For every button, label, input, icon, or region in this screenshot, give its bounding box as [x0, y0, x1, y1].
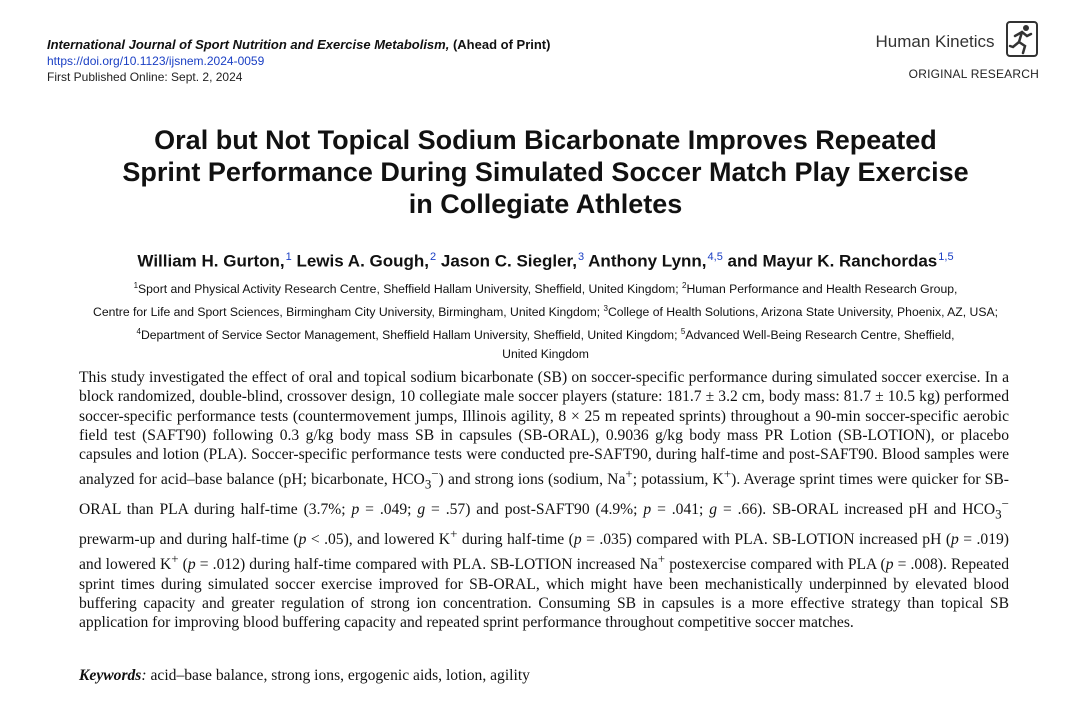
author-name: and Mayur K. Ranchordas [727, 251, 938, 271]
author-name: William H. Gurton, [137, 251, 285, 271]
subscript: 3 [995, 506, 1002, 522]
stat-symbol: p [351, 501, 360, 519]
stat-symbol: g [709, 501, 718, 519]
affiliation-number: 2 [681, 281, 687, 290]
keywords-label: Keywords [79, 667, 142, 684]
superscript: + [171, 551, 179, 567]
abstract-text: = .66). SB-ORAL increased pH and HCO [717, 501, 996, 519]
doi-link[interactable]: https://doi.org/10.1123/ijsnem.2024-0059 [47, 54, 265, 68]
subscript: 3 [424, 476, 432, 492]
abstract-text: = .041; [651, 501, 710, 519]
affiliation-text: United Kingdom [502, 347, 589, 362]
affiliation-text: Advanced Well-Being Research Centre, Sheffield, [685, 328, 955, 343]
journal-name: International Journal of Sport Nutrition and Exercise Metabolism, [47, 37, 450, 52]
publisher-name: Human Kinetics [875, 31, 995, 51]
stat-symbol: p [643, 501, 652, 519]
abstract-text: during half-time ( [457, 530, 574, 548]
journal-status: (Ahead of Print) [452, 37, 551, 52]
abstract-text: ). Average sprint times were quicker for SB-ORAL than PLA during half-time (3.7%; [79, 471, 1009, 519]
affiliation-marker[interactable]: 2 [430, 251, 437, 263]
affiliation-text: Centre for Life and Sport Sciences, Birmingham City University, Birmingham, United Kingdom; [93, 305, 601, 320]
stat-symbol: p [951, 530, 959, 548]
abstract-text: = .008). Repeated sprint times during simulated soccer exercise improved for SB-ORAL, which might have been mechanistically underpinned by elevated blood buffering capacity and greater regulation of strong ion concentration. Consuming SB in capsules is a more effective strategy than topical SB application for improving blood buffering capacity and repeated sprint performance throughout competitive soccer matches. [79, 556, 1010, 632]
affiliation-number: 1 [133, 281, 139, 290]
superscript: − [431, 466, 439, 482]
affiliation-text: Department of Service Sector Management, Sheffield Hallam University, Sheffield, United Kingdom; [140, 328, 678, 343]
abstract-text: < .05), and lowered K [306, 530, 451, 548]
keywords [79, 666, 1009, 685]
author-list [20, 251, 1071, 272]
abstract-text: ) and strong ions (sodium, Na [438, 471, 626, 489]
stat-symbol: p [573, 530, 582, 548]
publication-date: First Published Online: Sept. 2, 2024 [47, 70, 243, 84]
abstract-text: ( [178, 556, 188, 574]
author-name: Anthony Lynn, [588, 251, 707, 271]
superscript: + [657, 551, 666, 567]
affiliation-number: 4 [136, 327, 141, 337]
abstract-text: = .035) compared with PLA. SB-LOTION increased pH ( [581, 530, 952, 548]
title-line-3: in Collegiate Athletes [408, 189, 683, 219]
journal-header [47, 37, 550, 85]
article-title [20, 124, 1071, 220]
affiliation-number: 5 [680, 327, 686, 337]
title-line-1: Oral but Not Topical Sodium Bicarbonate Improves Repeated [154, 125, 937, 155]
affiliation-marker[interactable]: 3 [577, 251, 585, 263]
affiliation-marker[interactable]: 4,5 [707, 251, 723, 263]
superscript: + [625, 466, 633, 482]
affiliation-marker[interactable]: 1,5 [938, 251, 954, 263]
abstract-text: = .012) during half-time compared with PLA. SB-LOTION increased Na [195, 556, 658, 574]
abstract-text: ; potassium, K [632, 471, 724, 489]
abstract [79, 368, 1009, 633]
affiliation-marker[interactable]: 1 [285, 251, 292, 263]
keywords-colon: : [141, 667, 147, 684]
affiliation-text: Sport and Physical Activity Research Centre, Sheffield Hallam University, Sheffield, United Kingdom; [138, 282, 679, 297]
affiliation-text: College of Health Solutions, Arizona State University, Phoenix, AZ, USA; [608, 305, 998, 320]
abstract-text: postexercise compared with PLA ( [665, 556, 886, 574]
superscript: + [723, 466, 732, 482]
abstract-text: This study investigated the effect of oral and topical sodium bicarbonate (SB) on soccer-specific performance during simulated soccer exercise. In a block randomized, double-blind, crossover design, 10 collegiate male soccer players (stature: 181.7 ± 3.2 cm, body mass: 81.7 ± 10.5 kg) performed soccer-specific performance tests (countermovement jumps, Illinois agility, 8 × 25 m repeated sprints) throughout a 90-min soccer-specific aerobic field test (SAFT90) following 0.3 g/kg body mass SB in capsules (SB-ORAL), 0.9036 g/kg body mass PR Lotion (SB-LOTION), or placebo capsules and lotion (PLA). Soccer-specific performance tests were conducted pre-SAFT90, during half-time and post-SAFT90. Blood samples were analyzed for acid–base balance (pH; bicarbonate, HCO [79, 369, 1009, 489]
superscript: + [450, 525, 458, 541]
publisher-block [875, 20, 1039, 81]
stat-symbol: p [885, 556, 894, 574]
abstract-text: = .019) and lowered K [79, 530, 1010, 574]
article-section: ORIGINAL RESEARCH [908, 67, 1039, 81]
running-figure-icon [1005, 20, 1039, 63]
superscript: − [1001, 496, 1009, 512]
affiliation-text: Human Performance and Health Research Group, [686, 282, 958, 297]
title-line-2: Sprint Performance During Simulated Soccer Match Play Exercise [122, 157, 969, 187]
abstract-text: = .57) and post-SAFT90 (4.9%; [425, 501, 644, 519]
stat-symbol: p [298, 530, 307, 548]
keywords-text: acid–base balance, strong ions, ergogenic aids, lotion, agility [146, 667, 530, 684]
author-name: Lewis A. Gough, [296, 251, 430, 271]
affiliations [40, 276, 1051, 364]
abstract-text: prewarm-up and during half-time ( [79, 530, 299, 548]
abstract-text: = .049; [359, 501, 418, 519]
stat-symbol: p [187, 556, 196, 574]
affiliation-number: 3 [603, 304, 608, 314]
stat-symbol: g [417, 501, 426, 519]
author-name: Jason C. Siegler, [440, 251, 577, 271]
